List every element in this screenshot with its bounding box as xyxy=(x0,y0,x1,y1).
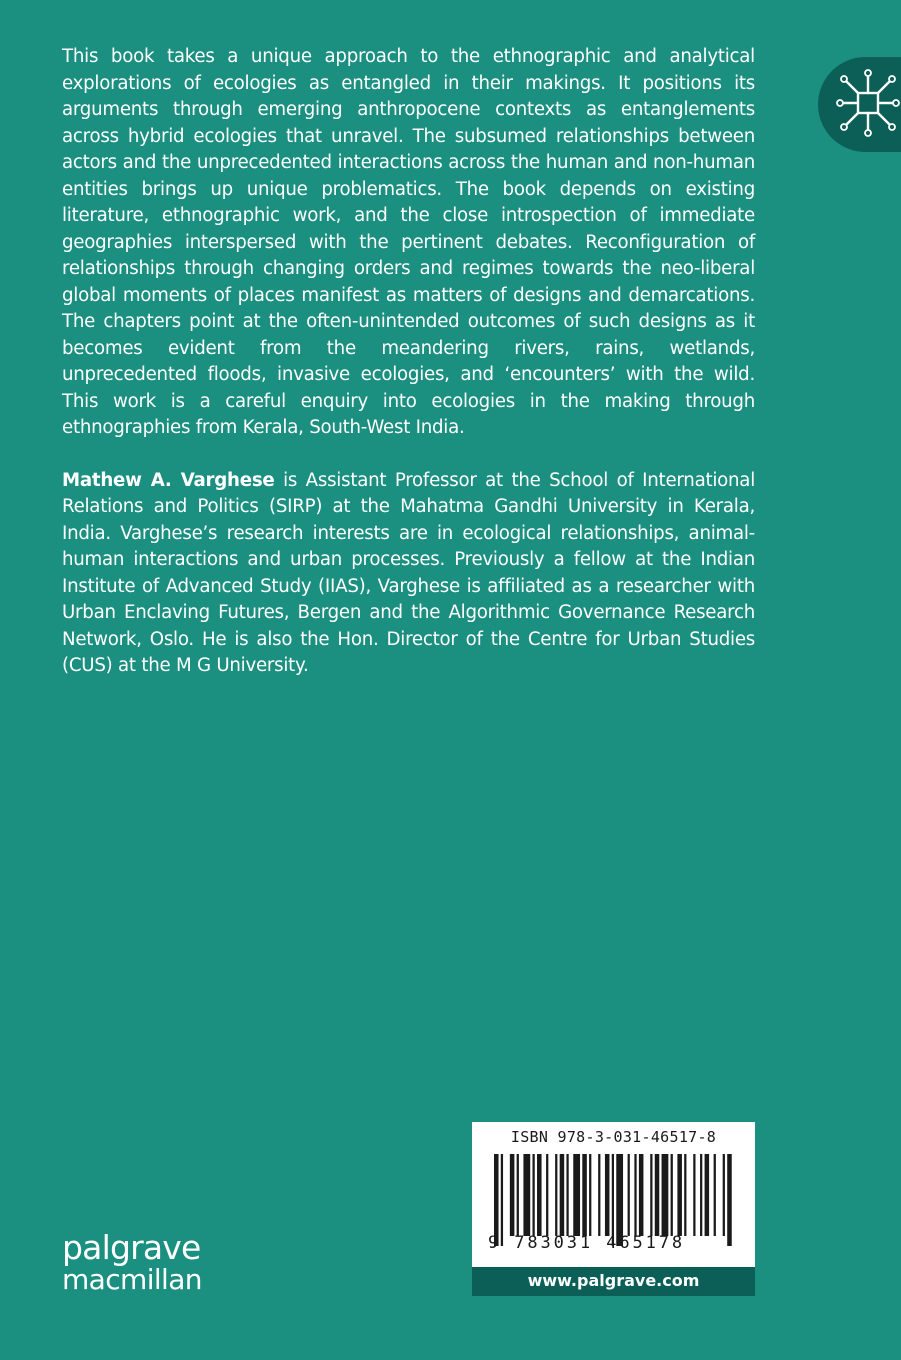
barcode-bar xyxy=(662,1154,669,1236)
palgrave-network-logo-icon xyxy=(836,65,900,141)
barcode-bar xyxy=(546,1154,548,1236)
barcode-bar xyxy=(555,1154,557,1236)
barcode-bar xyxy=(537,1154,542,1236)
barcode-bar xyxy=(517,1154,519,1236)
barcode-bar xyxy=(723,1154,725,1236)
back-cover-text xyxy=(62,44,755,680)
barcode-bar xyxy=(700,1154,702,1236)
isbn-label: ISBN 978-3-031-46517-8 xyxy=(510,1128,717,1146)
book-description: This book takes a unique approach to the ethnographic and analytical explorations of ecologies as entangled in their makings. It positions its arguments through emerging anthropocene contexts as entanglements across hybrid ecologies that unravel. The subsumed relationships between actors and the unprecedented interactions across the human and non-human entities brings up unique problematics. The book depends on existing literature, ethnographic work, and the close introspection of immediate geographies interspersed with the pertinent debates. Reconfiguration of relationships through changing orders and regimes towards the neo-liberal global moments of places manifest as matters of designs and demarcations. The chapters point at the often-unintended outcomes of such designs as it becomes evident from the meandering rivers, rains, wetlands, unprecedented floods, invasive ecologies, and ‘encounters’ with the wild. This work is a careful enquiry into ecologies in the making through ethnographies from Kerala, South-West India. xyxy=(62,46,755,438)
publisher-url: www.palgrave.com xyxy=(472,1267,755,1296)
author-bio-text: is Assistant Professor at the School of International Relations and Politics (SIRP) at the Mahatma Gandhi University in Kerala, India. Varghese’s research interests are in ecological relationships, animal-human interactions and urban processes. Previously a fellow at the Indian Institute of Advanced Study (IIAS), Varghese is affiliated as a researcher with Urban Enclaving Futures, Bergen and the Algorithmic Governance Research Network, Oslo. He is also the Hon. Director of the Centre for Urban Studies (CUS) at the M G University. xyxy=(62,469,755,676)
publisher-name-line1: palgrave xyxy=(62,1228,201,1267)
isbn-barcode-box xyxy=(472,1122,755,1267)
publisher-logo-tab xyxy=(818,57,901,152)
barcode-bar xyxy=(573,1154,580,1236)
barcode-bar xyxy=(605,1154,610,1236)
author-name: Mathew A. Varghese xyxy=(62,469,275,491)
barcode-bar xyxy=(582,1154,587,1236)
barcode-bar xyxy=(639,1154,644,1236)
barcode-bar xyxy=(523,1154,530,1236)
barcode-bar xyxy=(566,1154,568,1236)
publisher-name-line2: macmillan xyxy=(62,1263,202,1296)
barcode-bar xyxy=(589,1154,591,1236)
publisher-wordmark xyxy=(62,1228,202,1296)
barcode-bar xyxy=(671,1154,673,1236)
barcode-bar xyxy=(560,1154,565,1236)
barcode-bar xyxy=(598,1154,600,1236)
barcode-bar xyxy=(714,1154,716,1236)
barcode-bar xyxy=(705,1154,710,1236)
barcode-bar xyxy=(634,1154,636,1236)
barcode-bar xyxy=(532,1154,534,1236)
barcode-bar xyxy=(650,1154,652,1236)
barcode-bar xyxy=(677,1154,682,1236)
barcode-digits: 9 783031 465178 xyxy=(488,1233,686,1253)
barcode-bar xyxy=(510,1154,515,1236)
barcode-bar xyxy=(655,1154,660,1236)
author-bio xyxy=(62,468,755,680)
barcode-bar xyxy=(693,1154,695,1236)
barcode-bar xyxy=(684,1154,686,1236)
barcode-bar xyxy=(628,1154,630,1236)
